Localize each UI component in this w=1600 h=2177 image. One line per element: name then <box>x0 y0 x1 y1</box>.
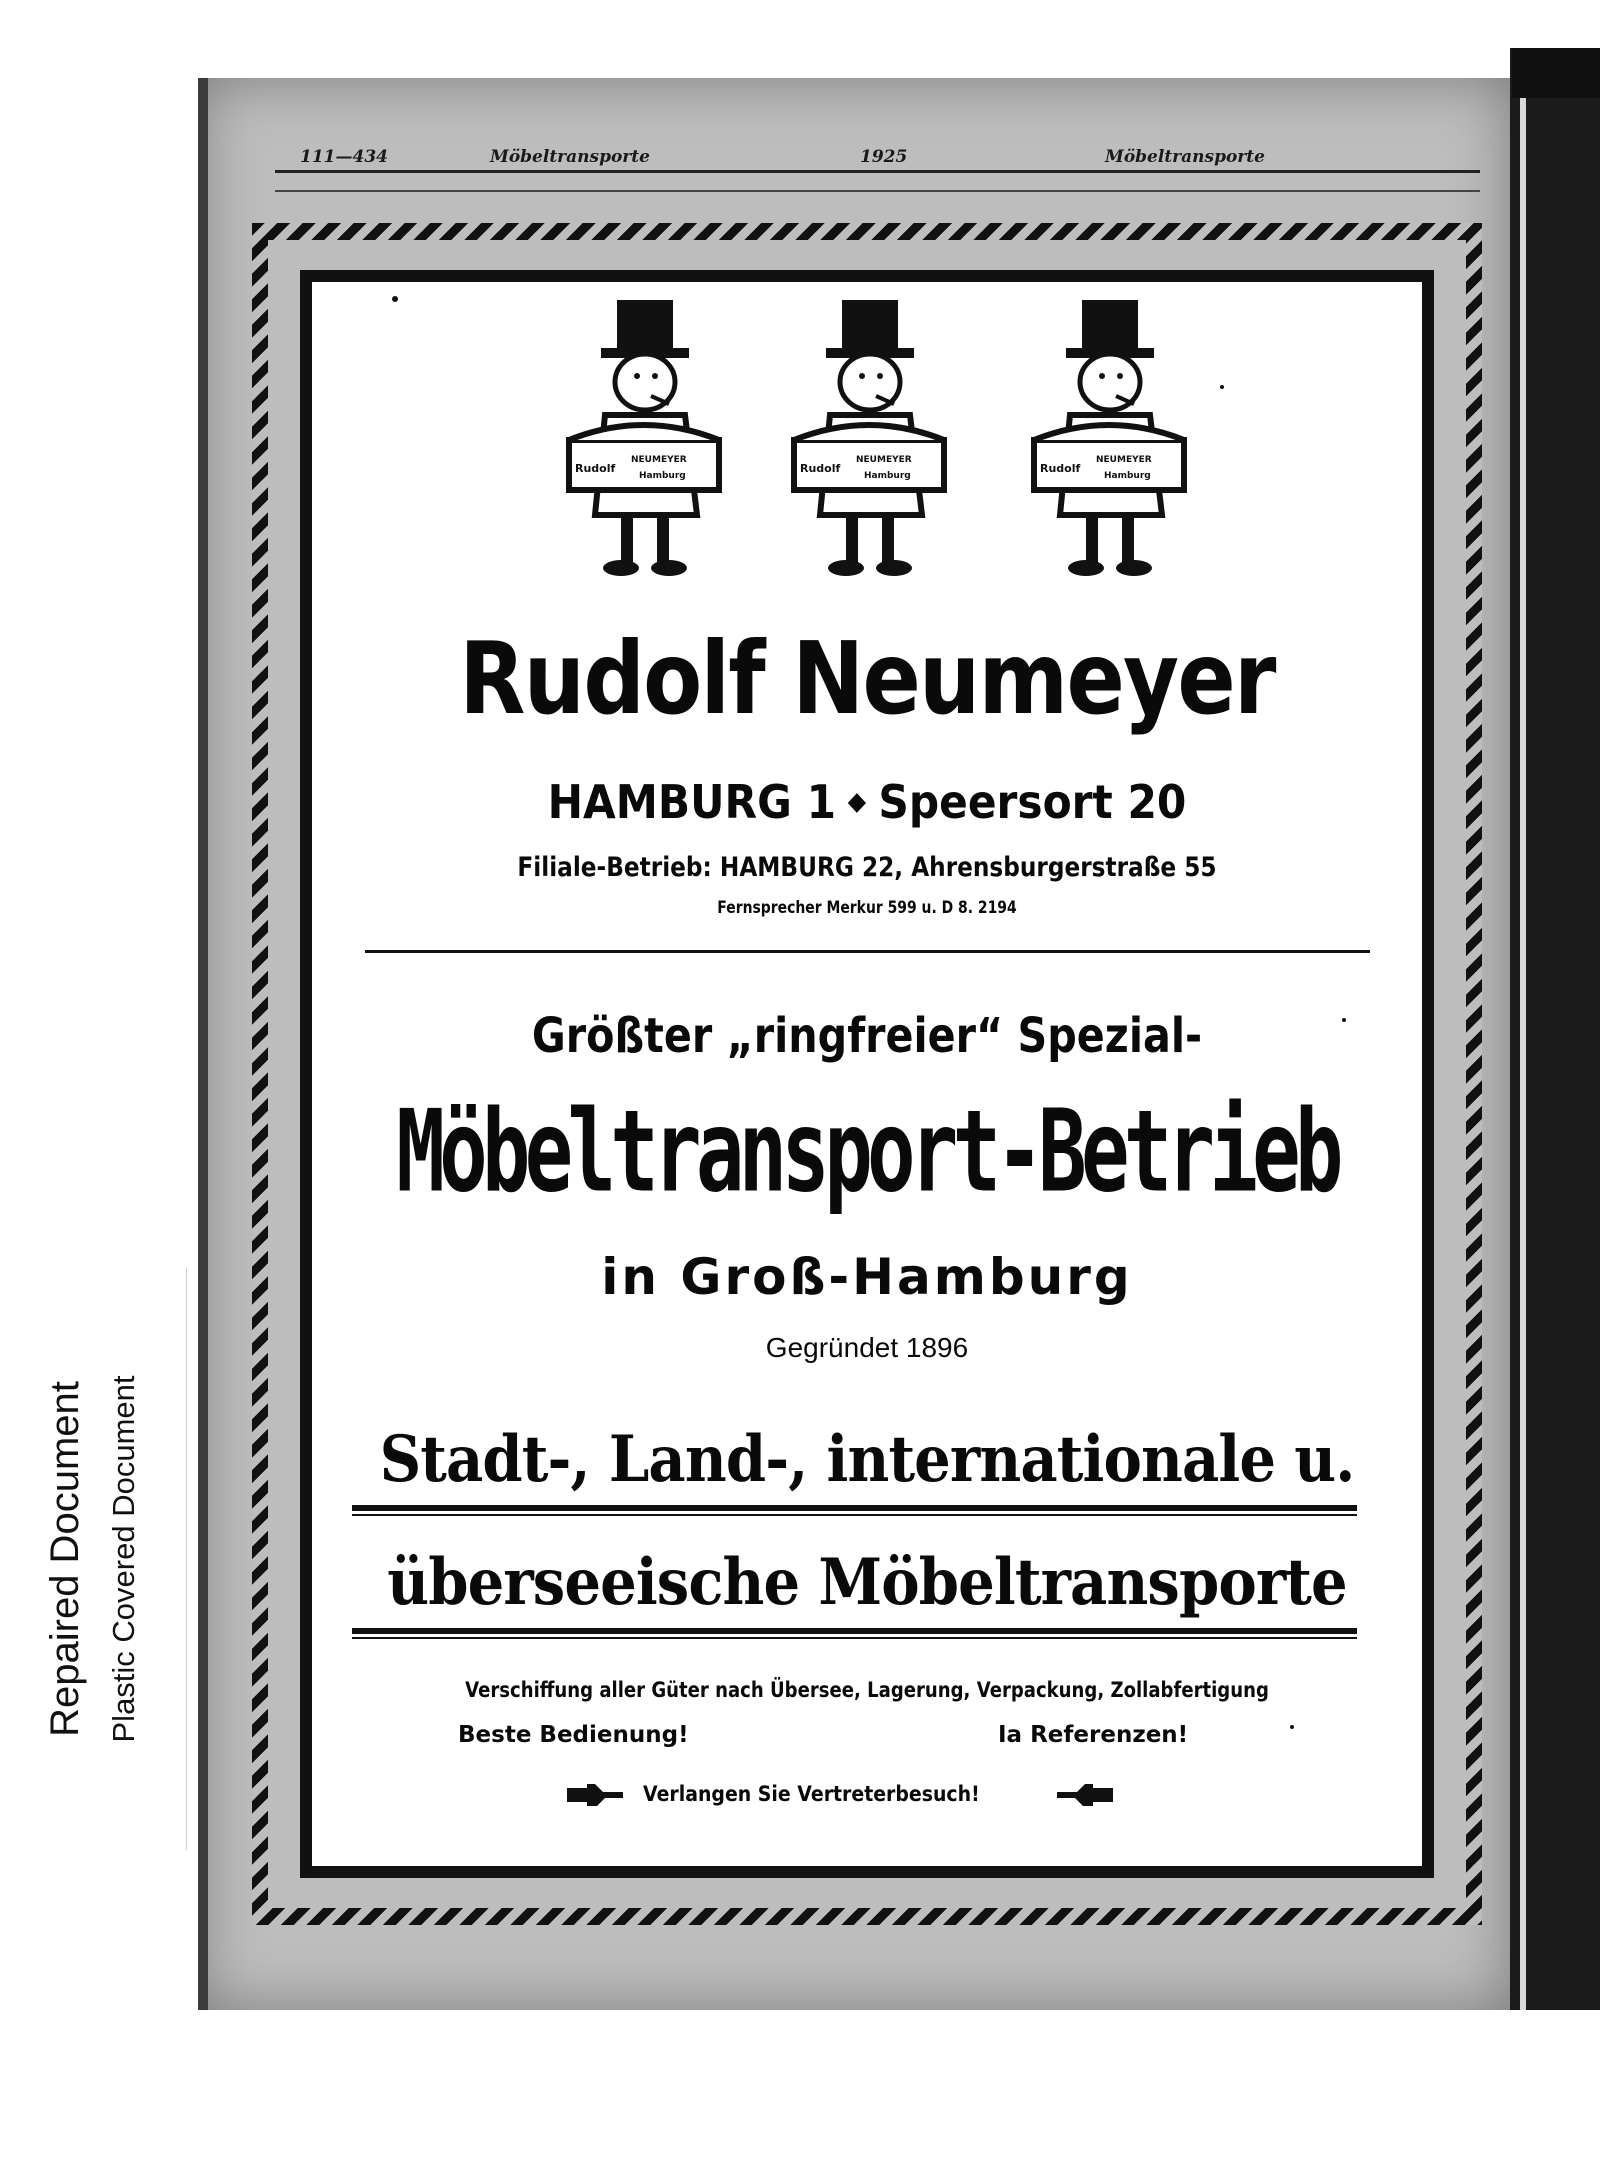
box-label: Rudolf <box>1040 462 1081 475</box>
box-label: Rudolf <box>800 462 841 475</box>
founded-line: Gegründet 1896 <box>765 1332 969 1363</box>
services-line-2: überseeische Möbeltransporte <box>387 1545 1347 1620</box>
address-street: Speersort 20 <box>878 775 1187 829</box>
box-label: Hamburg <box>639 471 686 481</box>
service-claim-left: Beste Bedienung! <box>458 1722 689 1748</box>
running-head-rule <box>275 170 1480 173</box>
address-city: HAMBURG 1 <box>547 775 837 829</box>
scan-corner <box>1512 48 1600 98</box>
side-label-line-2: Plastic Covered Document <box>106 1375 141 1743</box>
tagline-1: Größter „ringfreier“ Spezial- <box>531 1008 1203 1064</box>
porter-illustration <box>790 300 970 590</box>
porter-illustration <box>1030 300 1210 590</box>
box-label: Hamburg <box>1104 471 1151 481</box>
porter-illustration <box>565 300 745 590</box>
address-line <box>345 775 1388 829</box>
side-label <box>0 1268 187 1850</box>
tagline-2: Möbeltransport-Betrieb <box>396 1085 1338 1218</box>
running-head-right-title: Möbeltransporte <box>1105 147 1265 167</box>
services-line-1: Stadt-, Land-, internationale u. <box>379 1422 1355 1497</box>
box-label: Hamburg <box>864 471 911 481</box>
box-label: Rudolf <box>575 462 616 475</box>
running-head-rule <box>275 190 1480 192</box>
divider-rule <box>352 1637 1357 1639</box>
diamond-ornament-icon <box>848 793 866 813</box>
request-text: Verlangen Sie Vertreterbesuch! <box>643 1782 980 1806</box>
box-label: NEUMEYER <box>631 455 687 465</box>
divider-rule <box>352 1514 1357 1516</box>
service-claim-right: Ia Referenzen! <box>998 1722 1189 1748</box>
running-head <box>275 143 1485 173</box>
box-label: NEUMEYER <box>856 455 912 465</box>
divider-rule <box>365 950 1370 953</box>
shipping-line: Verschiffung aller Güter nach Übersee, Lagerung, Verpackung, Zollabfertigung <box>465 1678 1269 1702</box>
page-edge <box>198 78 208 2010</box>
running-head-page-ref: 111—434 <box>300 147 388 167</box>
company-name: Rudolf Neumeyer <box>459 620 1275 737</box>
pointing-hand-icon <box>1055 1782 1115 1808</box>
branch-address: Filiale-Betrieb: HAMBURG 22, Ahrensburgerstraße 55 <box>517 852 1217 883</box>
request-line <box>565 1778 1125 1818</box>
divider-rule <box>352 1505 1357 1511</box>
pointing-hand-icon <box>565 1782 625 1808</box>
running-head-year: 1925 <box>860 147 908 167</box>
side-label-text <box>34 1376 152 1743</box>
adjacent-page-edge <box>1510 48 1600 2010</box>
divider-rule <box>352 1628 1357 1634</box>
side-label-line-1: Repaired Document <box>43 1381 87 1737</box>
box-label: NEUMEYER <box>1096 455 1152 465</box>
running-head-left-title: Möbeltransporte <box>490 147 650 167</box>
phone-line: Fernsprecher Merkur 599 u. D 8. 2194 <box>717 898 1017 918</box>
tagline-3: in Groß-Hamburg <box>601 1248 1133 1306</box>
